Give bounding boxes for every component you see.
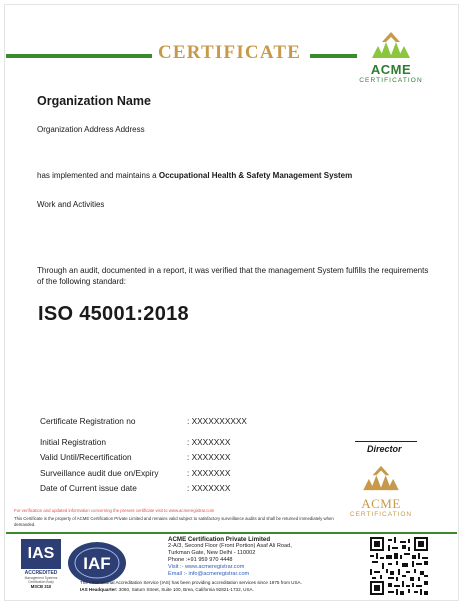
registration-label: Certificate Registration no <box>40 416 136 426</box>
ias-accreditation-logo <box>20 539 62 589</box>
signature-line <box>355 441 417 442</box>
header-rule-right <box>310 54 357 58</box>
company-address-line1: 2-A/3, Second Floor (Front Portion) Asaf Ali Road, <box>168 543 292 549</box>
registration-label: Initial Registration <box>40 437 106 447</box>
registration-label: Date of Current issue date <box>40 483 137 493</box>
iaf-logo-text: IAF <box>83 554 111 573</box>
company-website: Visit :- www.acmeregistrar.com <box>168 564 245 570</box>
acme-seal-sub: CERTIFICATION <box>349 511 413 518</box>
ias-headquarter-label: IAS Headquarter: <box>80 586 118 592</box>
ias-history: The International Accreditation Service (IAS) has been providing accreditation services since 1975 from USA. <box>80 580 302 585</box>
company-address-line2: Turkman Gate, New Delhi - 110002 <box>168 550 256 556</box>
header-rule-left <box>6 54 152 58</box>
registration-label: Surveillance audit due on/Expiry <box>40 468 159 478</box>
acme-logo-name: ACME <box>370 62 412 77</box>
footer-divider <box>6 532 457 534</box>
acme-seal-name: ACME <box>361 496 401 511</box>
management-system-name: Occupational Health & Safety Management System <box>158 171 353 180</box>
acme-seal-mark-icon <box>359 464 403 492</box>
ias-headquarter-address: 3060, Saturn Street, Suite 100, Brea, California 92821-1732, USA. <box>117 586 254 592</box>
director-title: Director <box>367 444 402 454</box>
certificate-title: CERTIFICATE <box>158 42 302 63</box>
standard-name: ISO 45001:2018 <box>38 303 189 325</box>
acme-seal <box>345 464 417 519</box>
registration-value: : XXXXXXX <box>187 452 231 462</box>
acme-logo-sub: CERTIFICATION <box>359 77 423 84</box>
company-email: Email :- info@acmeregistrar.com <box>168 571 250 577</box>
ias-note <box>80 580 302 593</box>
company-contact <box>168 536 292 578</box>
company-phone: Phone :+91 959 970 4448 <box>168 557 233 563</box>
company-name: ACME Certification Private Limited <box>168 536 271 543</box>
ias-headquarter <box>80 587 302 594</box>
acme-logo-mark-icon <box>368 30 414 60</box>
registration-value: : XXXXXXX <box>187 483 231 493</box>
implementation-statement <box>37 171 352 180</box>
organization-address: Organization Address Address <box>37 125 145 134</box>
registration-value: : XXXXXXX <box>187 437 231 447</box>
acme-logo <box>356 30 426 85</box>
property-note: This Certificate is the property of ACME Certification Private Limited and remains valid subject to satisfactory surveillance audits and shall be returned immediately when demanded. <box>14 516 334 527</box>
registration-value: : XXXXXXX <box>187 468 231 478</box>
organization-name: Organization Name <box>37 94 151 108</box>
verification-note: For verification and updated information concerning the present certificate visit to www.acmeregistrar.com <box>14 508 215 513</box>
ias-accredited: ACCREDITED <box>24 570 58 576</box>
registration-value: : XXXXXXXXXX <box>187 416 247 426</box>
implementation-prefix: has implemented and maintains a <box>37 171 159 180</box>
certification-scope: Work and Activities <box>37 200 105 209</box>
ias-logo: IAS <box>21 539 61 569</box>
qr-code-icon <box>370 537 428 595</box>
registration-label: Valid Until/Recertification <box>40 452 132 462</box>
audit-statement: Through an audit, documented in a report, it was verified that the management System fulfills the requirements of the following standard: <box>37 266 429 286</box>
ias-management-systems: Management Systems Certification Body <box>24 576 58 584</box>
ias-code: MSCB 310 <box>30 584 52 589</box>
